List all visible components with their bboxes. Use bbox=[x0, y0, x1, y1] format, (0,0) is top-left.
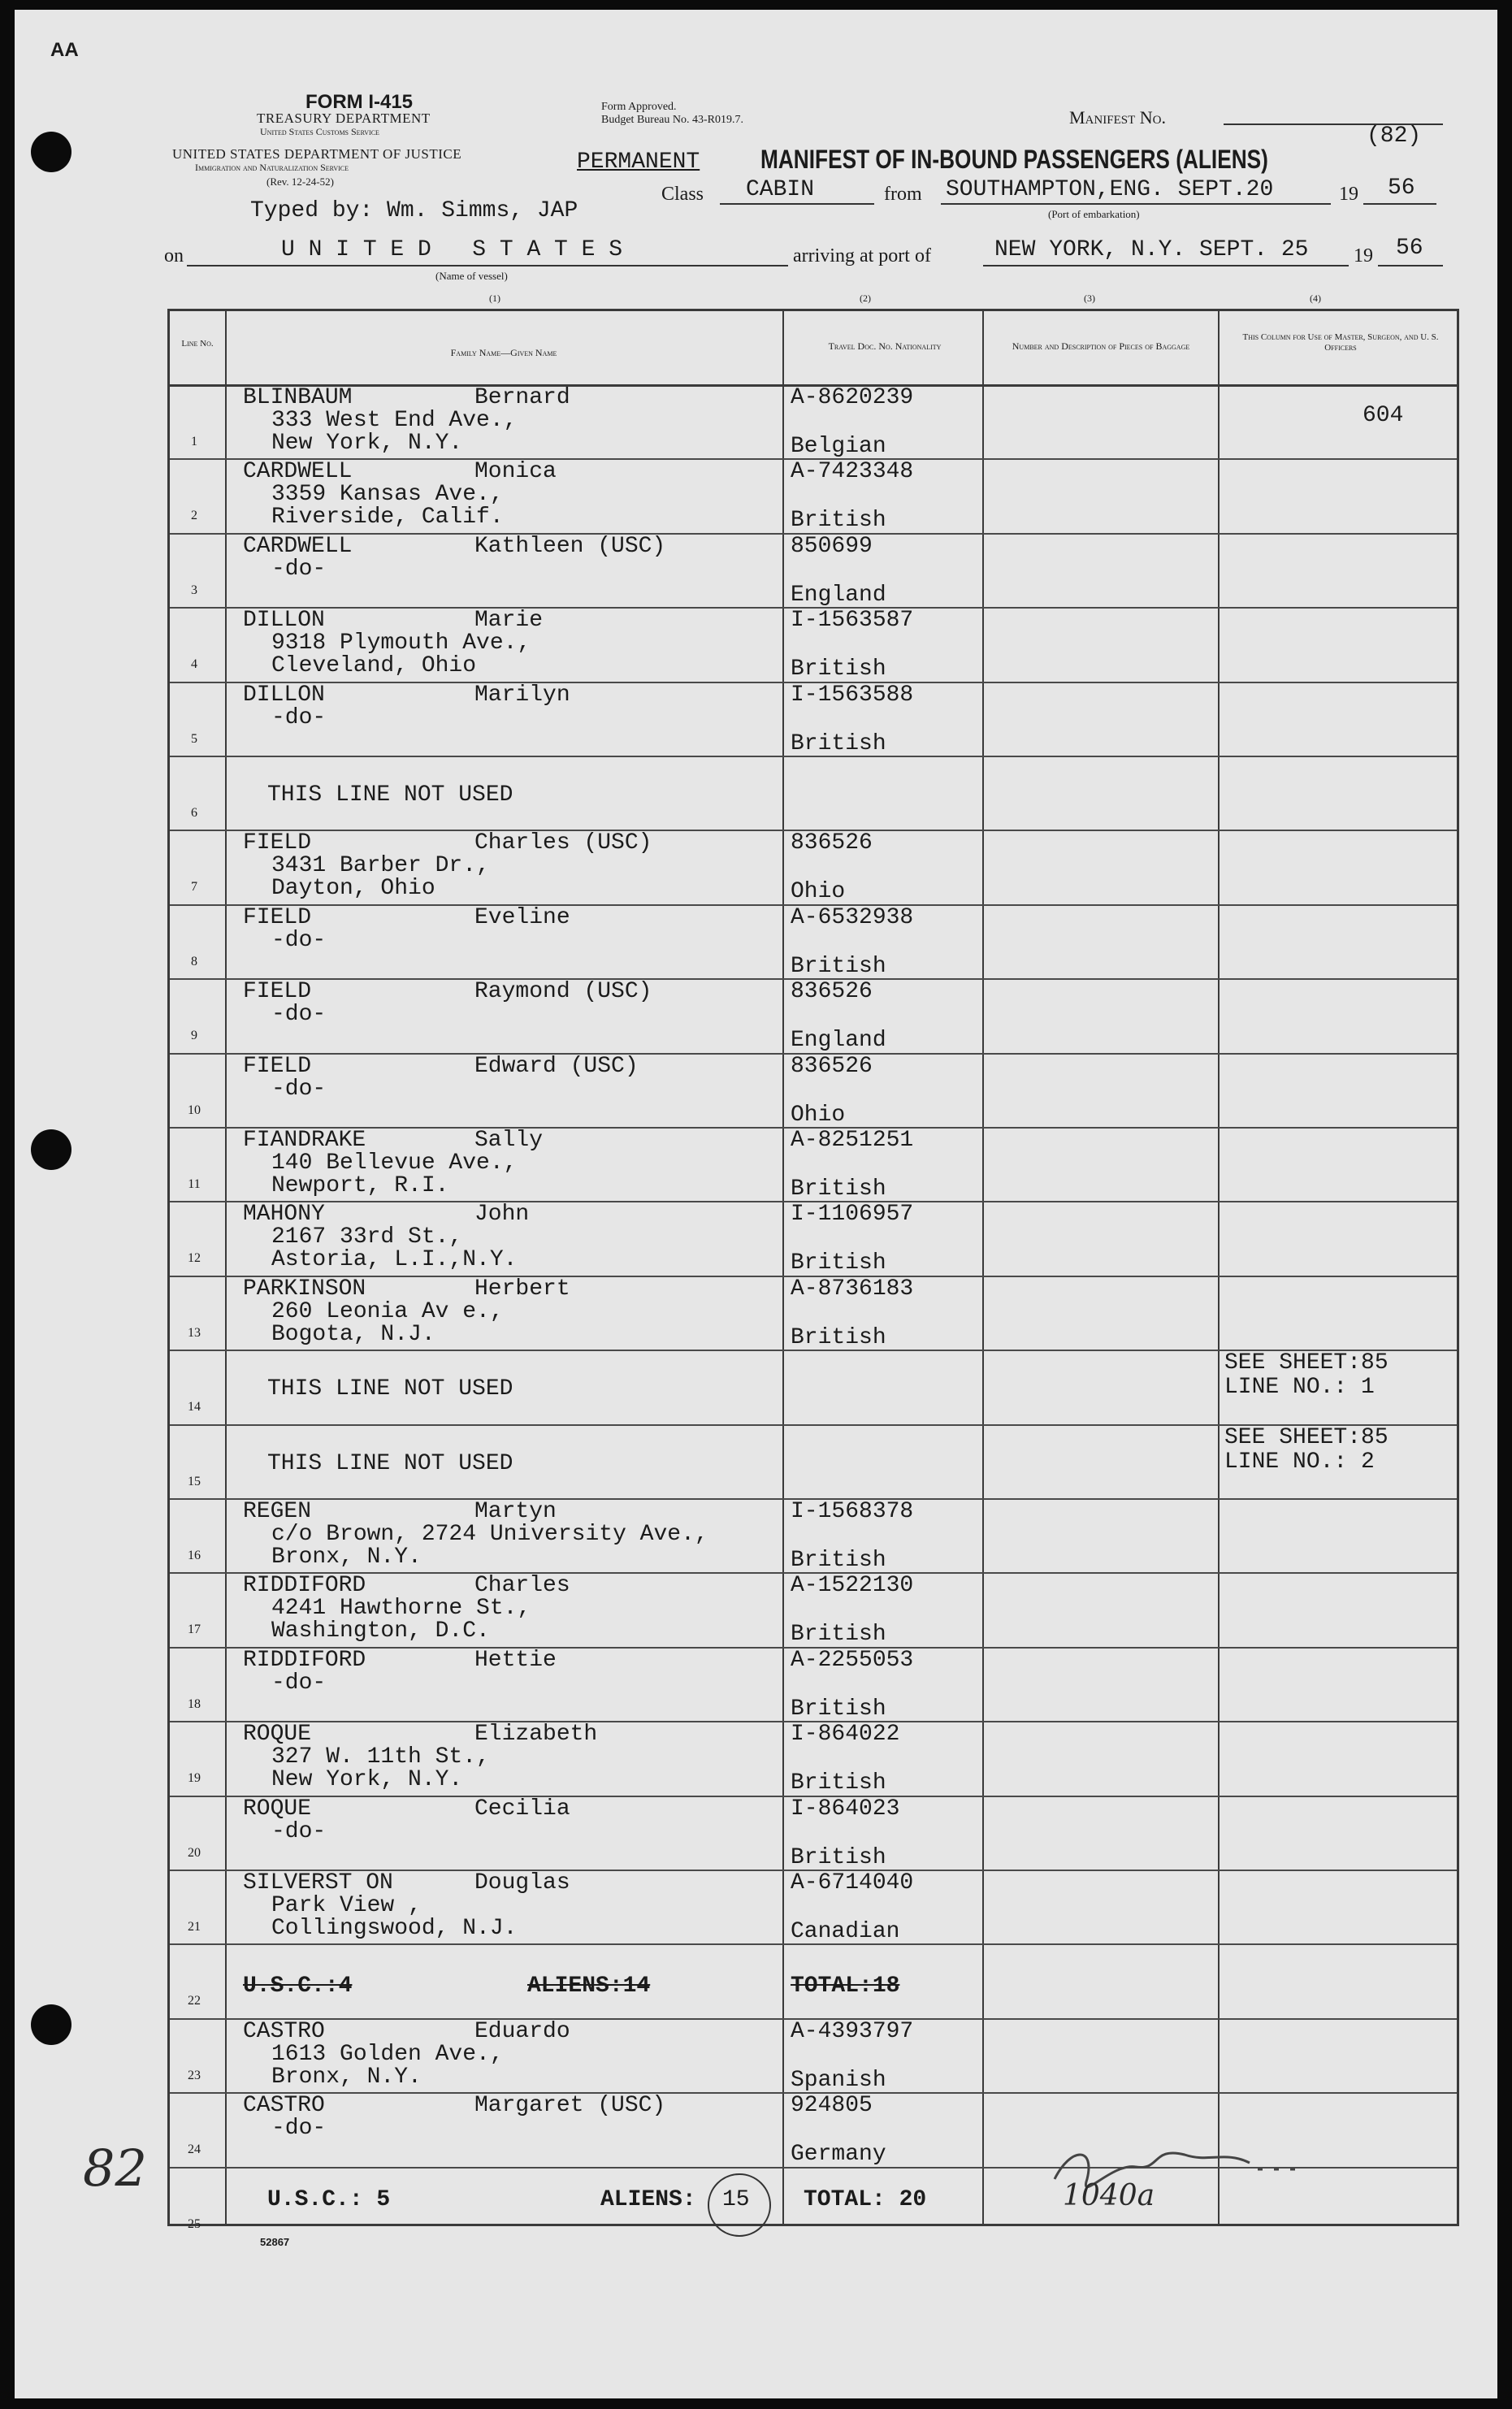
given-name: John bbox=[474, 1202, 530, 1228]
address-line-1: -do- bbox=[271, 2116, 327, 2142]
typed-by: Typed by: Wm. Simms, JAP bbox=[250, 198, 578, 223]
family-name: FIELD bbox=[243, 979, 312, 1005]
footer-code: 52867 bbox=[260, 2236, 290, 2248]
address-line-1: Park View , bbox=[271, 1893, 422, 1918]
address-line-2: Newport, R.I. bbox=[271, 1173, 449, 1198]
struck-aliens: ALIENS:14 bbox=[527, 1974, 651, 2000]
family-name: FIELD bbox=[243, 830, 312, 856]
family-name: REGEN bbox=[243, 1499, 312, 1524]
margin-handwriting: 82 bbox=[83, 2138, 147, 2198]
travel-doc-no: I-1563587 bbox=[791, 608, 914, 634]
header-baggage: Number and Description of Pieces of Baggage bbox=[1012, 340, 1190, 352]
manifest-no-value: (82) bbox=[1367, 123, 1422, 149]
line-number: 23 bbox=[188, 2068, 201, 2082]
address-line-1: -do- bbox=[271, 1818, 327, 1844]
family-name: CASTRO bbox=[243, 2093, 325, 2119]
from-label: from bbox=[884, 184, 922, 205]
address-line-2: New York, N.Y. bbox=[271, 1767, 463, 1793]
given-name: Edward (USC) bbox=[474, 1053, 639, 1079]
address-line-1: -do- bbox=[271, 1076, 327, 1102]
line-number: 22 bbox=[188, 1994, 201, 2008]
given-name: Hettie bbox=[474, 1647, 557, 1673]
address-line-1: -do- bbox=[271, 927, 327, 953]
arriving-year-prefix: 19 bbox=[1354, 245, 1373, 266]
address-line-2: Bogota, N.J. bbox=[271, 1321, 435, 1347]
total-usc: U.S.C.: 5 bbox=[267, 2186, 391, 2212]
col-num-2: (2) bbox=[860, 292, 871, 304]
address-line-2: Dayton, Ohio bbox=[271, 876, 435, 902]
family-name: CARDWELL bbox=[243, 533, 353, 559]
nationality: British bbox=[791, 1176, 886, 1202]
ins-service: Immigration and Naturalization Service bbox=[195, 162, 349, 173]
arriving-value: NEW YORK, N.Y. SEPT. 25 bbox=[994, 237, 1309, 262]
nationality: Belgian bbox=[791, 434, 886, 459]
travel-doc-no: I-1106957 bbox=[791, 1202, 914, 1228]
line-not-used: THIS LINE NOT USED bbox=[267, 1450, 513, 1476]
family-name: BLINBAUM bbox=[243, 385, 353, 410]
address-line-2: Washington, D.C. bbox=[271, 1618, 490, 1644]
address-line-1: 2167 33rd St., bbox=[271, 1224, 463, 1250]
family-name: CASTRO bbox=[243, 2018, 325, 2044]
address-line-1: 260 Leonia Av e., bbox=[271, 1298, 504, 1324]
form-approved: Form Approved. bbox=[601, 101, 677, 113]
travel-doc-no: A-4393797 bbox=[791, 2018, 914, 2044]
nationality: British bbox=[791, 1622, 886, 1648]
line-number: 12 bbox=[188, 1251, 201, 1266]
given-name: Cecilia bbox=[474, 1796, 570, 1822]
address-line-2: New York, N.Y. bbox=[271, 431, 463, 456]
address-line-1: -do- bbox=[271, 1002, 327, 1028]
nationality: Canadian bbox=[791, 1919, 900, 1944]
header-officers: This Column for Use of Master, Surgeon, and U. S. Officers bbox=[1242, 332, 1439, 353]
travel-doc-no: 836526 bbox=[791, 979, 873, 1005]
nationality: British bbox=[791, 656, 886, 682]
given-name: Marie bbox=[474, 608, 544, 634]
travel-doc-no: 836526 bbox=[791, 830, 873, 856]
aliens-circle bbox=[708, 2173, 771, 2237]
travel-doc-no: I-864022 bbox=[791, 1722, 900, 1748]
manifest-no-label: Manifest No. bbox=[1069, 107, 1166, 128]
signature-number: 1040a bbox=[1063, 2179, 1155, 2212]
nationality: British bbox=[791, 1844, 886, 1870]
permanent-stamp: PERMANENT bbox=[577, 149, 700, 175]
family-name: FIELD bbox=[243, 904, 312, 930]
col-num-4: (4) bbox=[1310, 292, 1321, 304]
justice-dept: UNITED STATES DEPARTMENT OF JUSTICE bbox=[172, 146, 462, 162]
address-line-1: 333 West End Ave., bbox=[271, 408, 518, 433]
struck-total: TOTAL:18 bbox=[791, 1974, 900, 2000]
line-number: 18 bbox=[188, 1696, 201, 1711]
nationality: British bbox=[791, 953, 886, 979]
officer-note: SEE SHEET:85 bbox=[1224, 1350, 1389, 1376]
given-name: Kathleen (USC) bbox=[474, 533, 666, 559]
family-name: MAHONY bbox=[243, 1202, 325, 1228]
family-name: CARDWELL bbox=[243, 459, 353, 485]
line-number: 3 bbox=[191, 583, 197, 597]
given-name: Herbert bbox=[474, 1276, 570, 1302]
address-line-2: Cleveland, Ohio bbox=[271, 653, 477, 679]
given-name: Raymond (USC) bbox=[474, 979, 652, 1005]
given-name: Sally bbox=[474, 1128, 544, 1153]
punch-hole-top bbox=[31, 132, 71, 172]
address-line-1: 3431 Barber Dr., bbox=[271, 853, 490, 879]
given-name: Charles (USC) bbox=[474, 830, 652, 856]
nationality: England bbox=[791, 1028, 886, 1054]
line-number: 2 bbox=[191, 509, 197, 523]
given-name: Elizabeth bbox=[474, 1722, 598, 1748]
nationality: British bbox=[791, 730, 886, 756]
line-number: 15 bbox=[188, 1474, 201, 1488]
given-name: Martyn bbox=[474, 1499, 557, 1524]
line-number: 8 bbox=[191, 954, 197, 968]
given-name: Eveline bbox=[474, 904, 570, 930]
family-name: SILVERST ON bbox=[243, 1870, 393, 1896]
total-aliens-value: 15 bbox=[722, 2186, 750, 2212]
family-name: RIDDIFORD bbox=[243, 1647, 366, 1673]
treasury-dept: TREASURY DEPARTMENT bbox=[257, 110, 431, 126]
line-number: 19 bbox=[188, 1771, 201, 1786]
line-number: 5 bbox=[191, 731, 197, 746]
vessel-note: (Name of vessel) bbox=[435, 270, 508, 282]
travel-doc-no: I-1563588 bbox=[791, 682, 914, 708]
family-name: ROQUE bbox=[243, 1722, 312, 1748]
given-name: Marilyn bbox=[474, 682, 570, 708]
given-name: Bernard bbox=[474, 385, 570, 410]
class-label: Class bbox=[661, 184, 704, 205]
family-name: DILLON bbox=[243, 608, 325, 634]
given-name: Margaret (USC) bbox=[474, 2093, 666, 2119]
line-number: 14 bbox=[188, 1400, 201, 1415]
passenger-table bbox=[167, 309, 1459, 2231]
line-not-used: THIS LINE NOT USED bbox=[267, 782, 513, 808]
corner-mark: AA bbox=[50, 39, 79, 61]
col-num-3: (3) bbox=[1084, 292, 1095, 304]
address-line-2: Astoria, L.I.,N.Y. bbox=[271, 1247, 518, 1273]
travel-doc-no: A-7423348 bbox=[791, 459, 914, 485]
line-number: 20 bbox=[188, 1845, 201, 1860]
travel-doc-no: A-1522130 bbox=[791, 1573, 914, 1599]
nationality: British bbox=[791, 1548, 886, 1573]
family-name: ROQUE bbox=[243, 1796, 312, 1822]
address-line-1: c/o Brown, 2724 University Ave., bbox=[271, 1522, 708, 1547]
year-prefix: 19 bbox=[1339, 184, 1358, 205]
line-number: 11 bbox=[188, 1177, 201, 1191]
address-line-1: 3359 Kansas Ave., bbox=[271, 482, 504, 508]
revision-date: (Rev. 12-24-52) bbox=[266, 175, 334, 188]
travel-doc-no: 836526 bbox=[791, 1053, 873, 1079]
line-number: 16 bbox=[188, 1549, 201, 1562]
total-aliens-label: ALIENS: bbox=[600, 2186, 696, 2212]
officer-note-line: LINE NO.: 1 bbox=[1224, 1375, 1375, 1401]
travel-doc-no: I-1568378 bbox=[791, 1499, 914, 1524]
address-line-1: -do- bbox=[271, 1670, 327, 1696]
header-travel-doc: Travel Doc. No. Nationality bbox=[828, 340, 942, 352]
vessel-name: U N I T E D S T A T E S bbox=[281, 237, 623, 262]
given-name: Eduardo bbox=[474, 2018, 570, 2044]
family-name: RIDDIFORD bbox=[243, 1573, 366, 1599]
officer-note: SEE SHEET:85 bbox=[1224, 1424, 1389, 1450]
family-name: PARKINSON bbox=[243, 1276, 366, 1302]
year-value: 56 bbox=[1388, 175, 1415, 201]
line-number: 7 bbox=[191, 880, 197, 895]
line-number: 25 bbox=[188, 2216, 201, 2231]
nationality: British bbox=[791, 1770, 886, 1796]
travel-doc-no: A-6714040 bbox=[791, 1870, 914, 1896]
address-line-2: Riverside, Calif. bbox=[271, 505, 504, 531]
nationality: Spanish bbox=[791, 2067, 886, 2093]
given-name: Monica bbox=[474, 459, 557, 485]
line-number: 6 bbox=[191, 806, 197, 820]
manifest-heading: MANIFEST OF IN-BOUND PASSENGERS (ALIENS) bbox=[760, 145, 1268, 174]
officer-note: 604 bbox=[1363, 403, 1404, 428]
line-not-used: THIS LINE NOT USED bbox=[267, 1376, 513, 1402]
travel-doc-no: A-6532938 bbox=[791, 904, 914, 930]
line-number: 13 bbox=[188, 1325, 201, 1340]
nationality: Ohio bbox=[791, 1102, 846, 1128]
travel-doc-no: I-864023 bbox=[791, 1796, 900, 1822]
line-number: 17 bbox=[188, 1623, 201, 1637]
nationality: British bbox=[791, 508, 886, 534]
travel-doc-no: A-8620239 bbox=[791, 385, 914, 410]
line-number: 24 bbox=[188, 2143, 201, 2157]
travel-doc-no: A-2255053 bbox=[791, 1647, 914, 1673]
address-line-2: Bronx, N.Y. bbox=[271, 2064, 422, 2090]
arriving-year-value: 56 bbox=[1396, 236, 1423, 261]
address-line-1: 327 W. 11th St., bbox=[271, 1744, 490, 1770]
line-number: 21 bbox=[188, 1920, 201, 1934]
travel-doc-no: 924805 bbox=[791, 2093, 873, 2119]
family-name: FIANDRAKE bbox=[243, 1128, 366, 1153]
form-title: FORM I-415 bbox=[305, 91, 414, 113]
col-num-1: (1) bbox=[489, 292, 500, 304]
class-value: CABIN bbox=[746, 177, 815, 202]
given-name: Charles bbox=[474, 1573, 570, 1599]
address-line-1: 9318 Plymouth Ave., bbox=[271, 630, 531, 656]
travel-doc-no: A-8736183 bbox=[791, 1276, 914, 1302]
from-value: SOUTHAMPTON,ENG. SEPT.20 bbox=[946, 177, 1274, 202]
nationality: England bbox=[791, 582, 886, 608]
nationality: Germany bbox=[791, 2142, 886, 2168]
given-name: Douglas bbox=[474, 1870, 570, 1896]
header-line-no: Line No. bbox=[181, 339, 214, 349]
manifest-page bbox=[15, 10, 1497, 2398]
port-note: (Port of embarkation) bbox=[1048, 208, 1140, 220]
customs-service: United States Customs Service bbox=[260, 126, 379, 137]
family-name: DILLON bbox=[243, 682, 325, 708]
nationality: British bbox=[791, 1696, 886, 1722]
punch-hole-middle bbox=[31, 1129, 71, 1170]
address-line-1: -do- bbox=[271, 704, 327, 730]
nationality: Ohio bbox=[791, 879, 846, 905]
arriving-label: arriving at port of bbox=[793, 245, 931, 266]
address-line-2: Collingswood, N.J. bbox=[271, 1916, 518, 1941]
travel-doc-no: A-8251251 bbox=[791, 1128, 914, 1153]
address-line-1: 1613 Golden Ave., bbox=[271, 2041, 504, 2067]
punch-hole-bottom bbox=[31, 2004, 71, 2045]
travel-doc-no: 850699 bbox=[791, 533, 873, 559]
nationality: British bbox=[791, 1324, 886, 1350]
officer-note-line: LINE NO.: 2 bbox=[1224, 1449, 1375, 1475]
address-line-1: 140 Bellevue Ave., bbox=[271, 1150, 518, 1176]
nationality: British bbox=[791, 1250, 886, 1276]
address-line-1: -do- bbox=[271, 556, 327, 582]
address-line-2: Bronx, N.Y. bbox=[271, 1545, 422, 1570]
line-number: 9 bbox=[191, 1029, 197, 1043]
line-number: 4 bbox=[191, 657, 197, 672]
header-name: Family Name—Given Name bbox=[450, 347, 557, 358]
line-number: 1 bbox=[191, 435, 197, 448]
line-number: 10 bbox=[188, 1103, 201, 1117]
struck-usc: U.S.C.:4 bbox=[243, 1974, 353, 2000]
total-count: TOTAL: 20 bbox=[804, 2186, 927, 2212]
address-line-1: 4241 Hawthorne St., bbox=[271, 1596, 531, 1622]
on-label: on bbox=[164, 245, 184, 266]
family-name: FIELD bbox=[243, 1053, 312, 1079]
budget-bureau: Budget Bureau No. 43-R019.7. bbox=[601, 114, 743, 126]
